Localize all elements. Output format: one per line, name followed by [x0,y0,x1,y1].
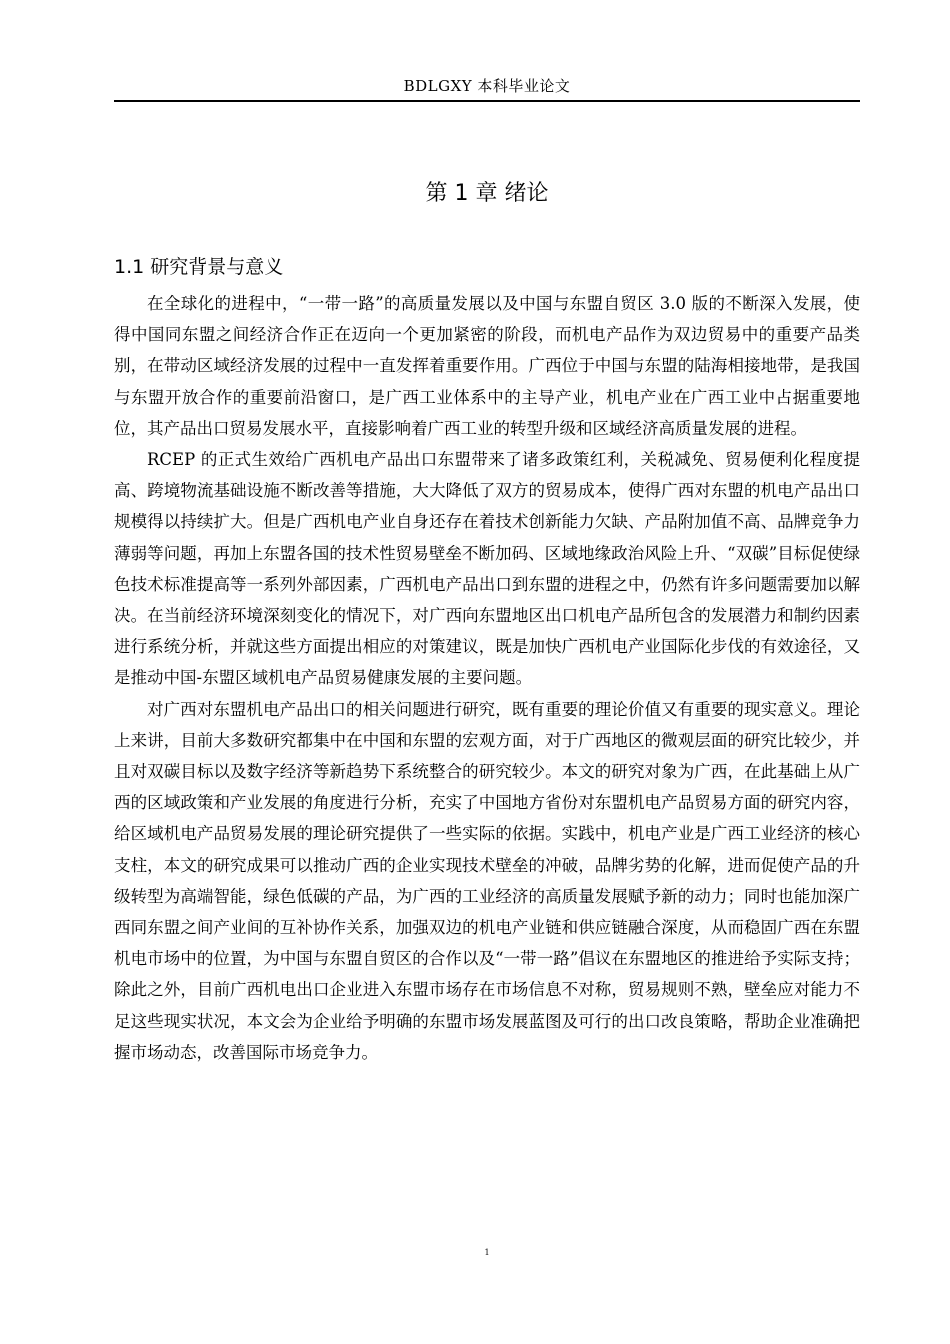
paragraph: 对广西对东盟机电产品出口的相关问题进行研究，既有重要的理论价值又有重要的现实意义。理论上来讲，目前大多数研究都集中在中国和东盟的宏观方面，对于广西地区的微观层面的研究比较少，并且对双碳目标以及数字经济等新趋势下系统整合的研究较少。本文的研究对象为广西，在此基础上从广西的区域政策和产业发展的角度进行分析，充实了中国地方省份对东盟机电产品贸易方面的研究内容，给区域机电产品贸易发展的理论研究提供了一些实际的依据。实践中，机电产业是广西工业经济的核心支柱，本文的研究成果可以推动广西的企业实现技术壁垒的冲破，品牌劣势的化解，进而促使产品的升级转型为高端智能，绿色低碳的产品，为广西的工业经济的高质量发展赋予新的动力；同时也能加深广西同东盟之间产业间的互补协作关系，加强双边的机电产业链和供应链融合深度，从而稳固广西在东盟机电市场中的位置，为中国与东盟自贸区的合作以及“一带一路”倡议在东盟地区的推进给予实际支持；除此之外，目前广西机电出口企业进入东盟市场存在市场信息不对称，贸易规则不熟，壁垒应对能力不足这些现实状况，本文会为企业给予明确的东盟市场发展蓝图及可行的出口改良策略，帮助企业准确把握市场动态，改善国际市场竞争力。 [114,699,860,1062]
chapter-title: 第 1 章 绪论 [425,181,549,206]
paragraph: 在全球化的进程中，“一带一路”的高质量发展以及中国与东盟自贸区 3.0 版的不断深入发展，使得中国同东盟之间经济合作正在迈向一个更加紧密的阶段，而机电产品作为双边贸易中的重要产品类别，在带动区域经济发展的过程中一直发挥着重要作用。广西位于中国与东盟的陆海相接地带，是我国与东盟开放合作的重要前沿窗口，是广西工业体系中的主导产业，机电产业在广西工业中占据重要地位，其产品出口贸易发展水平，直接影响着广西工业的转型升级和区域经济高质量发展的进程。 [114,294,860,438]
running-header: BDLGXY 本科毕业论文 [403,77,571,95]
page-number: 1 [484,1248,490,1257]
section-title: 1.1 研究背景与意义 [114,256,284,278]
body-text [114,288,860,1068]
header-divider [114,100,860,102]
paragraph: RCEP 的正式生效给广西机电产品出口东盟带来了诸多政策红利，关税减免、贸易便利化程度提高、跨境物流基础设施不断改善等措施，大大降低了双方的贸易成本，使得广西对东盟的机电产品出口规模得以持续扩大。但是广西机电产业自身还存在着技术创新能力欠缺、产品附加值不高、品牌竞争力薄弱等问题，再加上东盟各国的技术性贸易壁垒不断加码、区域地缘政治风险上升、“双碳”目标促使绿色技术标准提高等一系列外部因素，广西机电产品出口到东盟的进程之中，仍然有许多问题需要加以解决。在当前经济环境深刻变化的情况下，对广西向东盟地区出口机电产品所包含的发展潜力和制约因素进行系统分析，并就这些方面提出相应的对策建议，既是加快广西机电产业国际化步伐的有效途径，又是推动中国-东盟区域机电产品贸易健康发展的主要问题。 [114,450,860,688]
